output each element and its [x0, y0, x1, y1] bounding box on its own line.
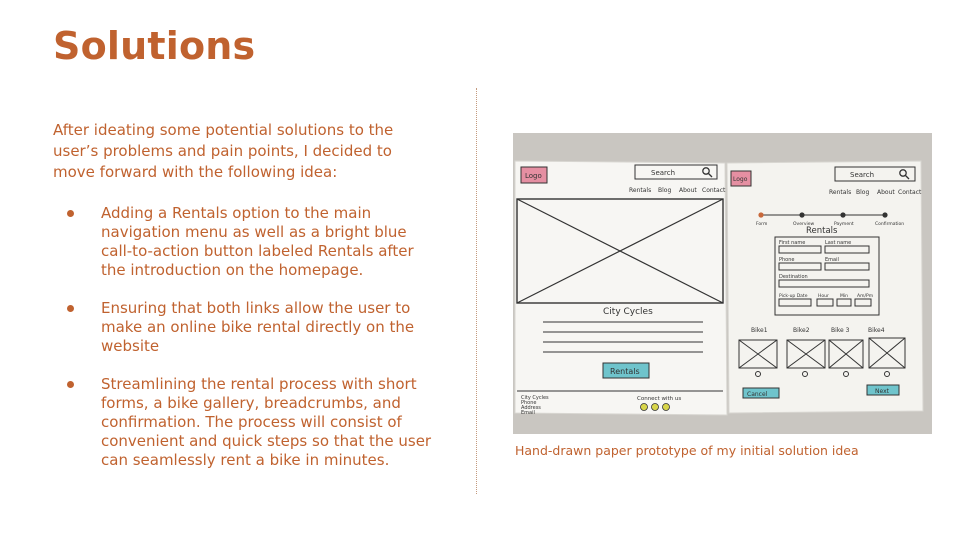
list-item [53, 375, 433, 470]
sketch-nav-blog: Blog [658, 187, 672, 194]
solution-list [53, 204, 433, 489]
bullet-text: Ensuring that both links allow the user to make an online bike rental directly on the website [101, 299, 415, 355]
slide-title: Solutions [53, 24, 256, 68]
bullet-icon [67, 305, 74, 312]
sketch-rental-page [727, 161, 923, 413]
sketch-search-label: Search [651, 169, 676, 177]
list-item [53, 204, 433, 280]
svg-text:Form: Form [756, 222, 768, 227]
svg-text:Phone: Phone [521, 400, 537, 406]
svg-text:Pick-up Date: Pick-up Date [779, 294, 808, 299]
sketch-logo: Logo [525, 172, 542, 180]
svg-text:Overview: Overview [793, 222, 815, 227]
svg-text:Confirmation: Confirmation [875, 222, 905, 227]
sketch-nav-rentals: Rentals [629, 187, 652, 194]
svg-text:Bike 3: Bike 3 [831, 327, 850, 334]
sketch-nav-about: About [679, 187, 697, 194]
photo-caption: Hand-drawn paper prototype of my initial solution idea [515, 443, 859, 458]
svg-text:First name: First name [779, 240, 806, 246]
svg-text:Contact: Contact [898, 189, 922, 196]
svg-text:Address: Address [521, 405, 541, 411]
svg-text:Email: Email [521, 410, 535, 416]
sketch-connect-label: Connect with us [637, 396, 682, 402]
bullet-text: Streamlining the rental process with short forms, a bike gallery, breadcrumbs, and confirmation. The process will consist of convenient and quick steps so that the user can seamlessly rent a bike in minutes. [101, 375, 432, 469]
svg-text:Last name: Last name [825, 240, 852, 246]
svg-text:Logo: Logo [733, 176, 748, 183]
svg-text:Bike4: Bike4 [868, 327, 885, 334]
sketch-next-button: Next [875, 388, 889, 395]
sketch-rentals-button: Rentals [610, 367, 640, 376]
svg-text:About: About [877, 189, 895, 196]
svg-text:Payment: Payment [834, 222, 854, 227]
svg-text:Min: Min [840, 294, 848, 299]
svg-text:Destination: Destination [779, 274, 808, 280]
bullet-icon [67, 381, 74, 388]
svg-text:Am/Pm: Am/Pm [857, 294, 874, 299]
svg-text:Hour: Hour [818, 294, 829, 299]
svg-text:Phone: Phone [779, 257, 795, 263]
sketch-homepage [515, 161, 727, 416]
svg-text:Rentals: Rentals [829, 189, 852, 196]
list-item [53, 299, 433, 356]
column-divider [476, 88, 477, 494]
bullet-text: Adding a Rentals option to the main navigation menu as well as a bright blue call-to-action button labeled Rentals after the introduction on the homepage. [101, 204, 414, 279]
paper-prototype-photo [513, 133, 932, 434]
svg-text:Bike1: Bike1 [751, 327, 768, 334]
intro-paragraph: After ideating some potential solutions to the user’s problems and pain points, I decided to move forward with the following idea: [53, 121, 394, 181]
sketch-cancel-button: Cancel [747, 391, 768, 398]
svg-text:Search: Search [850, 171, 875, 179]
sketch-rentals-heading: Rentals [806, 226, 838, 236]
svg-text:Email: Email [825, 257, 839, 263]
bullet-icon [67, 210, 74, 217]
sketch-nav-contact: Contact [702, 187, 726, 194]
sketch-heading: City Cycles [603, 307, 653, 317]
svg-text:Bike2: Bike2 [793, 327, 810, 334]
svg-text:Blog: Blog [856, 189, 870, 196]
svg-text:City Cycles: City Cycles [521, 395, 549, 401]
